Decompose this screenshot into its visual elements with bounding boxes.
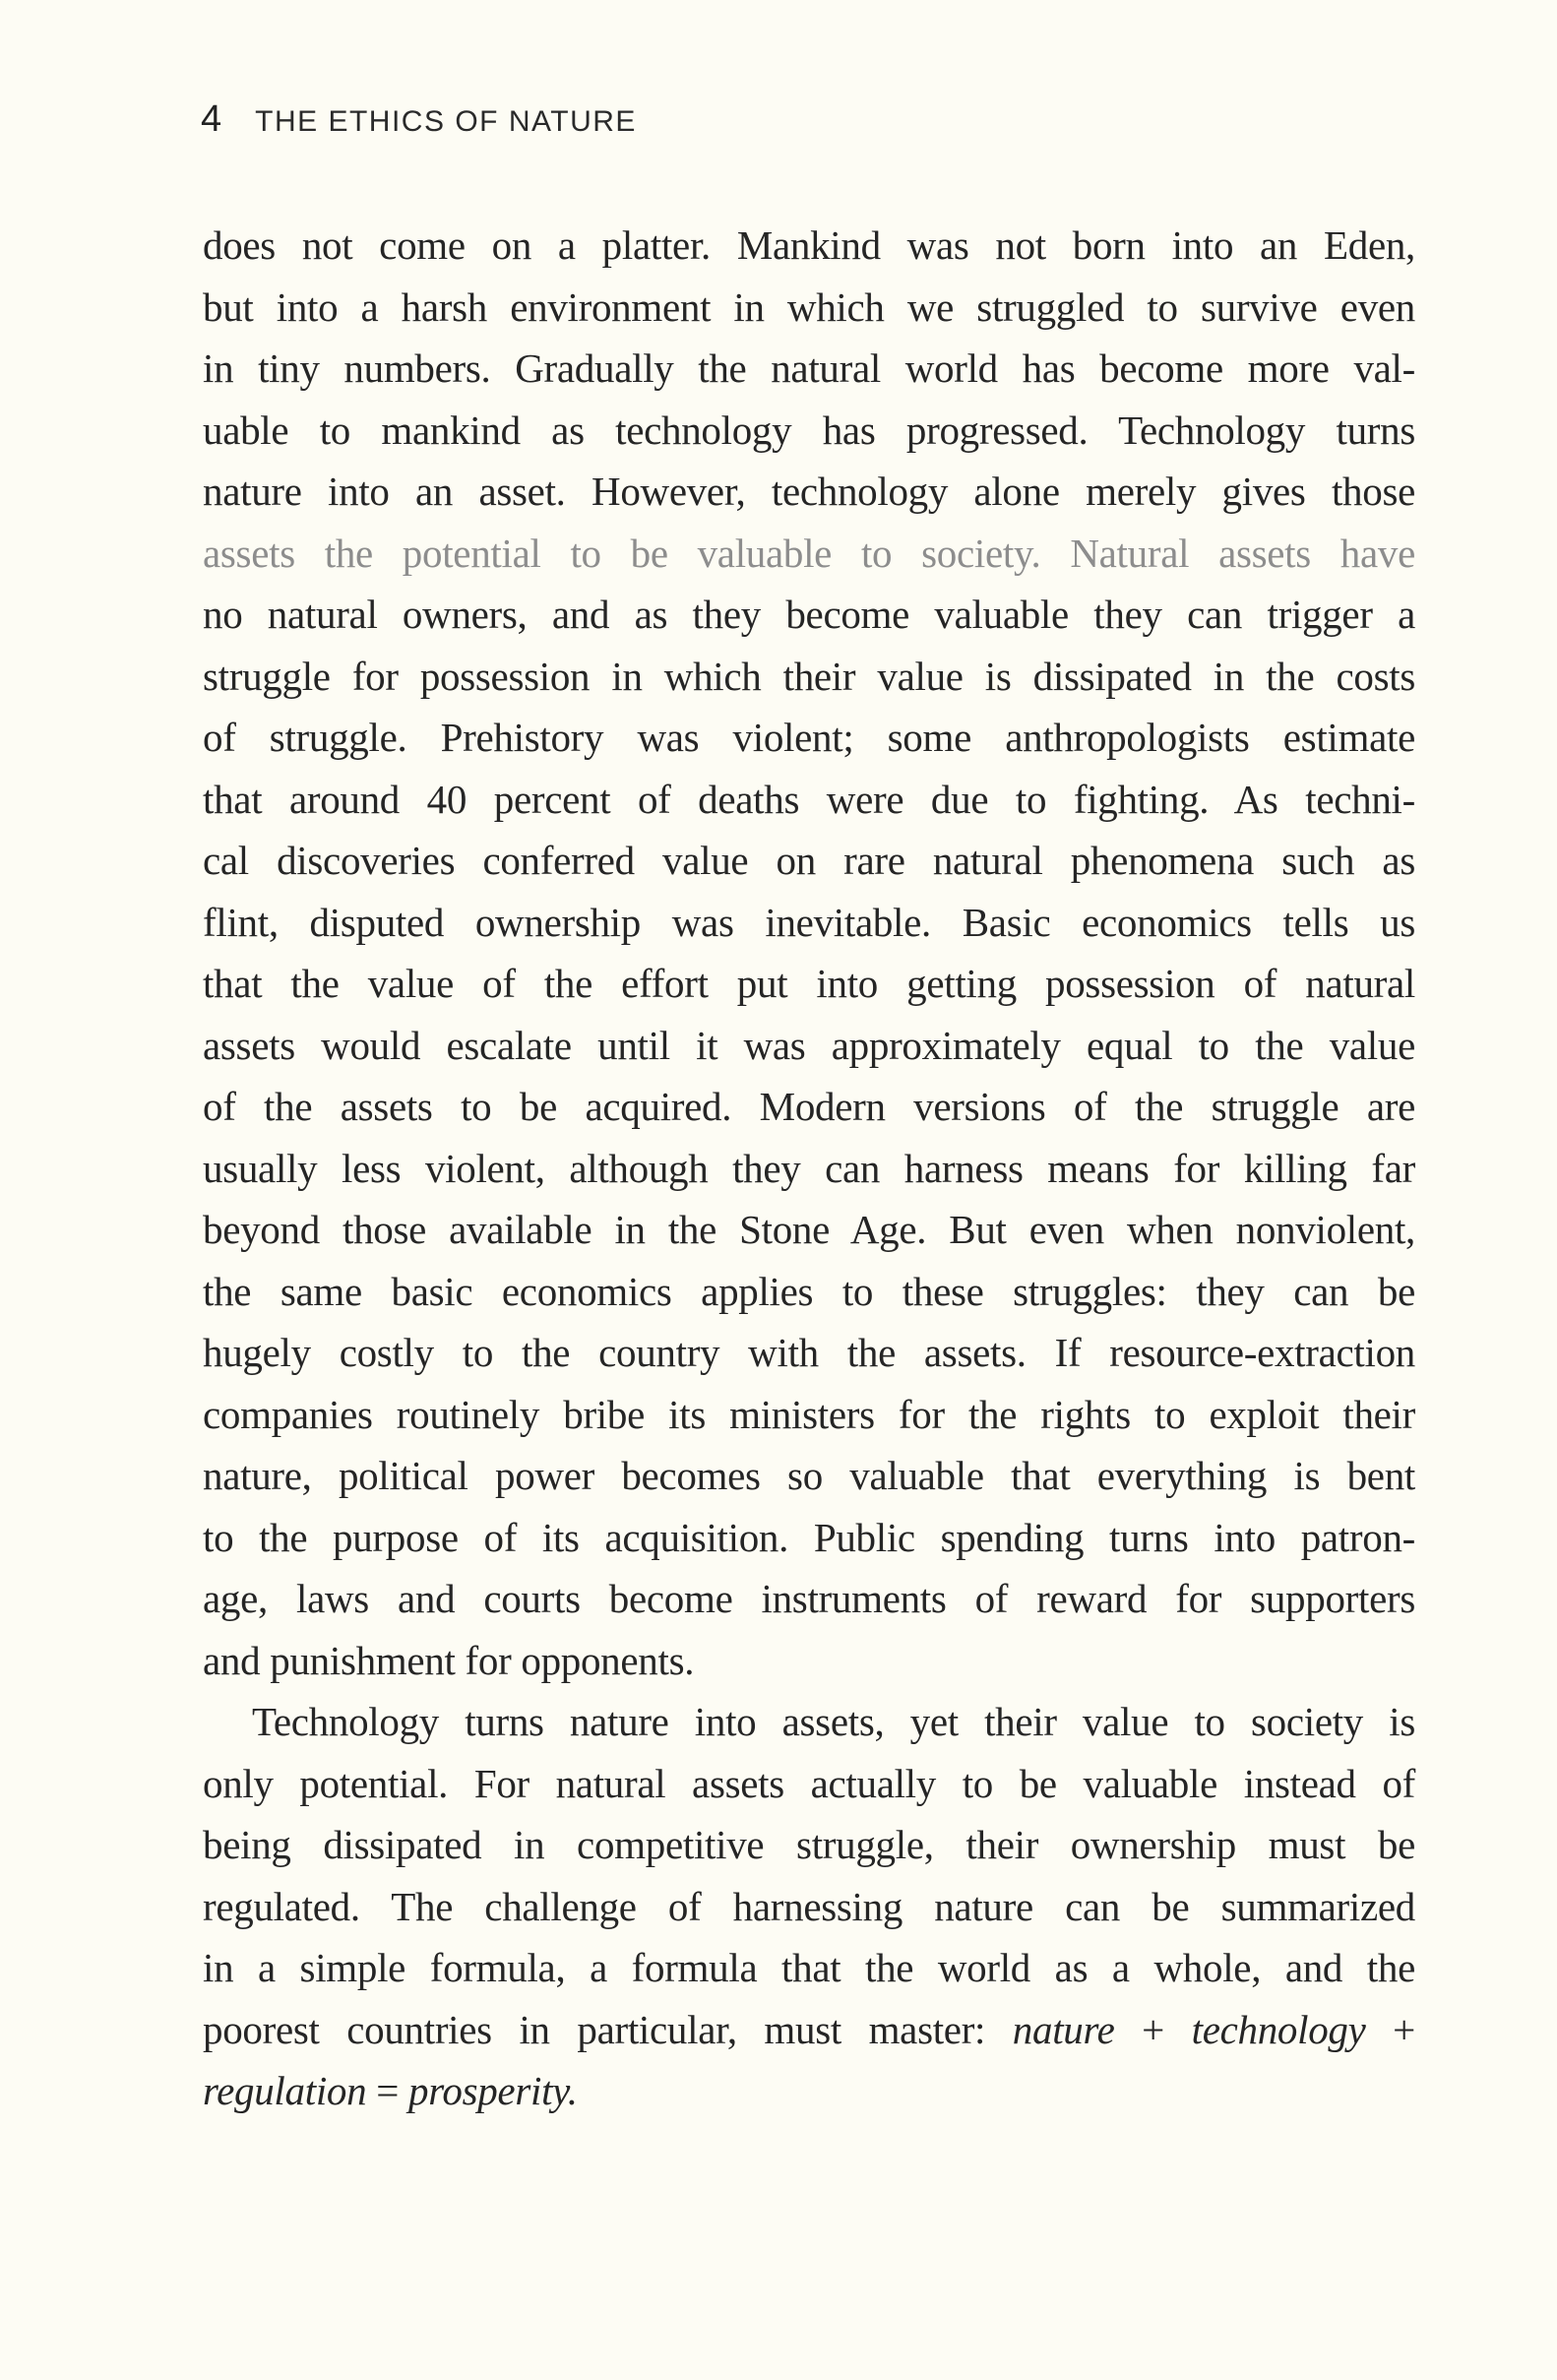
text-line: beyond those available in the Stone Age. But even when nonviolent,: [203, 1207, 1415, 1252]
text-line: nature into an asset. However, technology alone merely gives those: [203, 469, 1415, 514]
formula-line: [203, 2060, 1415, 2122]
text-line: no natural owners, and as they become valuable they can trigger a: [203, 592, 1415, 637]
text-line: companies routinely bribe its ministers for the rights to exploit their: [203, 1391, 1415, 1437]
page-number: 4: [201, 98, 222, 140]
text-line: uable to mankind as technology has progressed. Technology turns: [203, 407, 1415, 453]
body-text: [203, 215, 1415, 2122]
formula-plus: +: [1393, 2006, 1415, 2052]
text-line: that the value of the effort put into getting possession of natural: [203, 961, 1415, 1006]
formula-term-nature: nature: [1012, 2006, 1115, 2052]
text-line: assets would escalate until it was approximately equal to the value: [203, 1022, 1415, 1068]
text-line: assets the potential to be valuable to society. Natural assets have: [203, 530, 1415, 576]
text-line: cal discoveries conferred value on rare natural phenomena such as: [203, 838, 1415, 883]
text-line: in a simple formula, a formula that the world as a whole, and the: [203, 1945, 1415, 1990]
book-title: THE ETHICS OF NATURE: [255, 105, 637, 138]
running-head: [201, 98, 637, 141]
text-line: usually less violent, although they can harness means for killing far: [203, 1145, 1415, 1191]
text-line: but into a harsh environment in which we struggled to survive even: [203, 283, 1415, 330]
text-line: Technology turns nature into assets, yet their value to society is: [252, 1699, 1415, 1744]
text-line: flint, disputed ownership was inevitable. Basic economics tells us: [203, 899, 1415, 945]
formula-term-regulation: regulation: [203, 2068, 367, 2113]
formula-equals: =: [376, 2068, 400, 2113]
text-line: and punishment for opponents.: [203, 1637, 695, 1683]
text-line: that around 40 percent of deaths were due to fighting. As techni-: [203, 776, 1415, 822]
text-line: in tiny numbers. Gradually the natural world has become more val-: [203, 345, 1415, 391]
formula-term-technology: technology: [1191, 2006, 1366, 2052]
text-line: being dissipated in competitive struggle, their ownership must be: [203, 1822, 1415, 1867]
text-line: struggle for possession in which their value is dissipated in the costs: [203, 653, 1415, 699]
text-line: regulated. The challenge of harnessing nature can be summarized: [203, 1883, 1415, 1929]
formula-plus: +: [1142, 2006, 1164, 2052]
text-line: hugely costly to the country with the assets. If resource-extraction: [203, 1330, 1415, 1375]
text-line: the same basic economics applies to these struggles: they can be: [203, 1268, 1415, 1314]
text-segment: poorest countries in particular, must master:: [203, 2006, 986, 2052]
text-line: nature, political power becomes so valuable that everything is bent: [203, 1453, 1415, 1498]
text-line: of struggle. Prehistory was violent; some anthropologists estimate: [203, 715, 1415, 760]
text-line: of the assets to be acquired. Modern versions of the struggle are: [203, 1084, 1415, 1129]
formula-line: [203, 1999, 1415, 2061]
text-line: age, laws and courts become instruments of reward for supporters: [203, 1576, 1415, 1621]
text-line: only potential. For natural assets actually to be valuable instead of: [203, 1760, 1415, 1806]
text-line: to the purpose of its acquisition. Public spending turns into patron-: [203, 1514, 1415, 1560]
paragraph-2: [203, 1691, 1415, 2122]
formula-term-prosperity: prosperity.: [408, 2068, 578, 2113]
paragraph-1: [203, 215, 1415, 1691]
text-line: does not come on a platter. Mankind was not born into an Eden,: [203, 222, 1415, 268]
